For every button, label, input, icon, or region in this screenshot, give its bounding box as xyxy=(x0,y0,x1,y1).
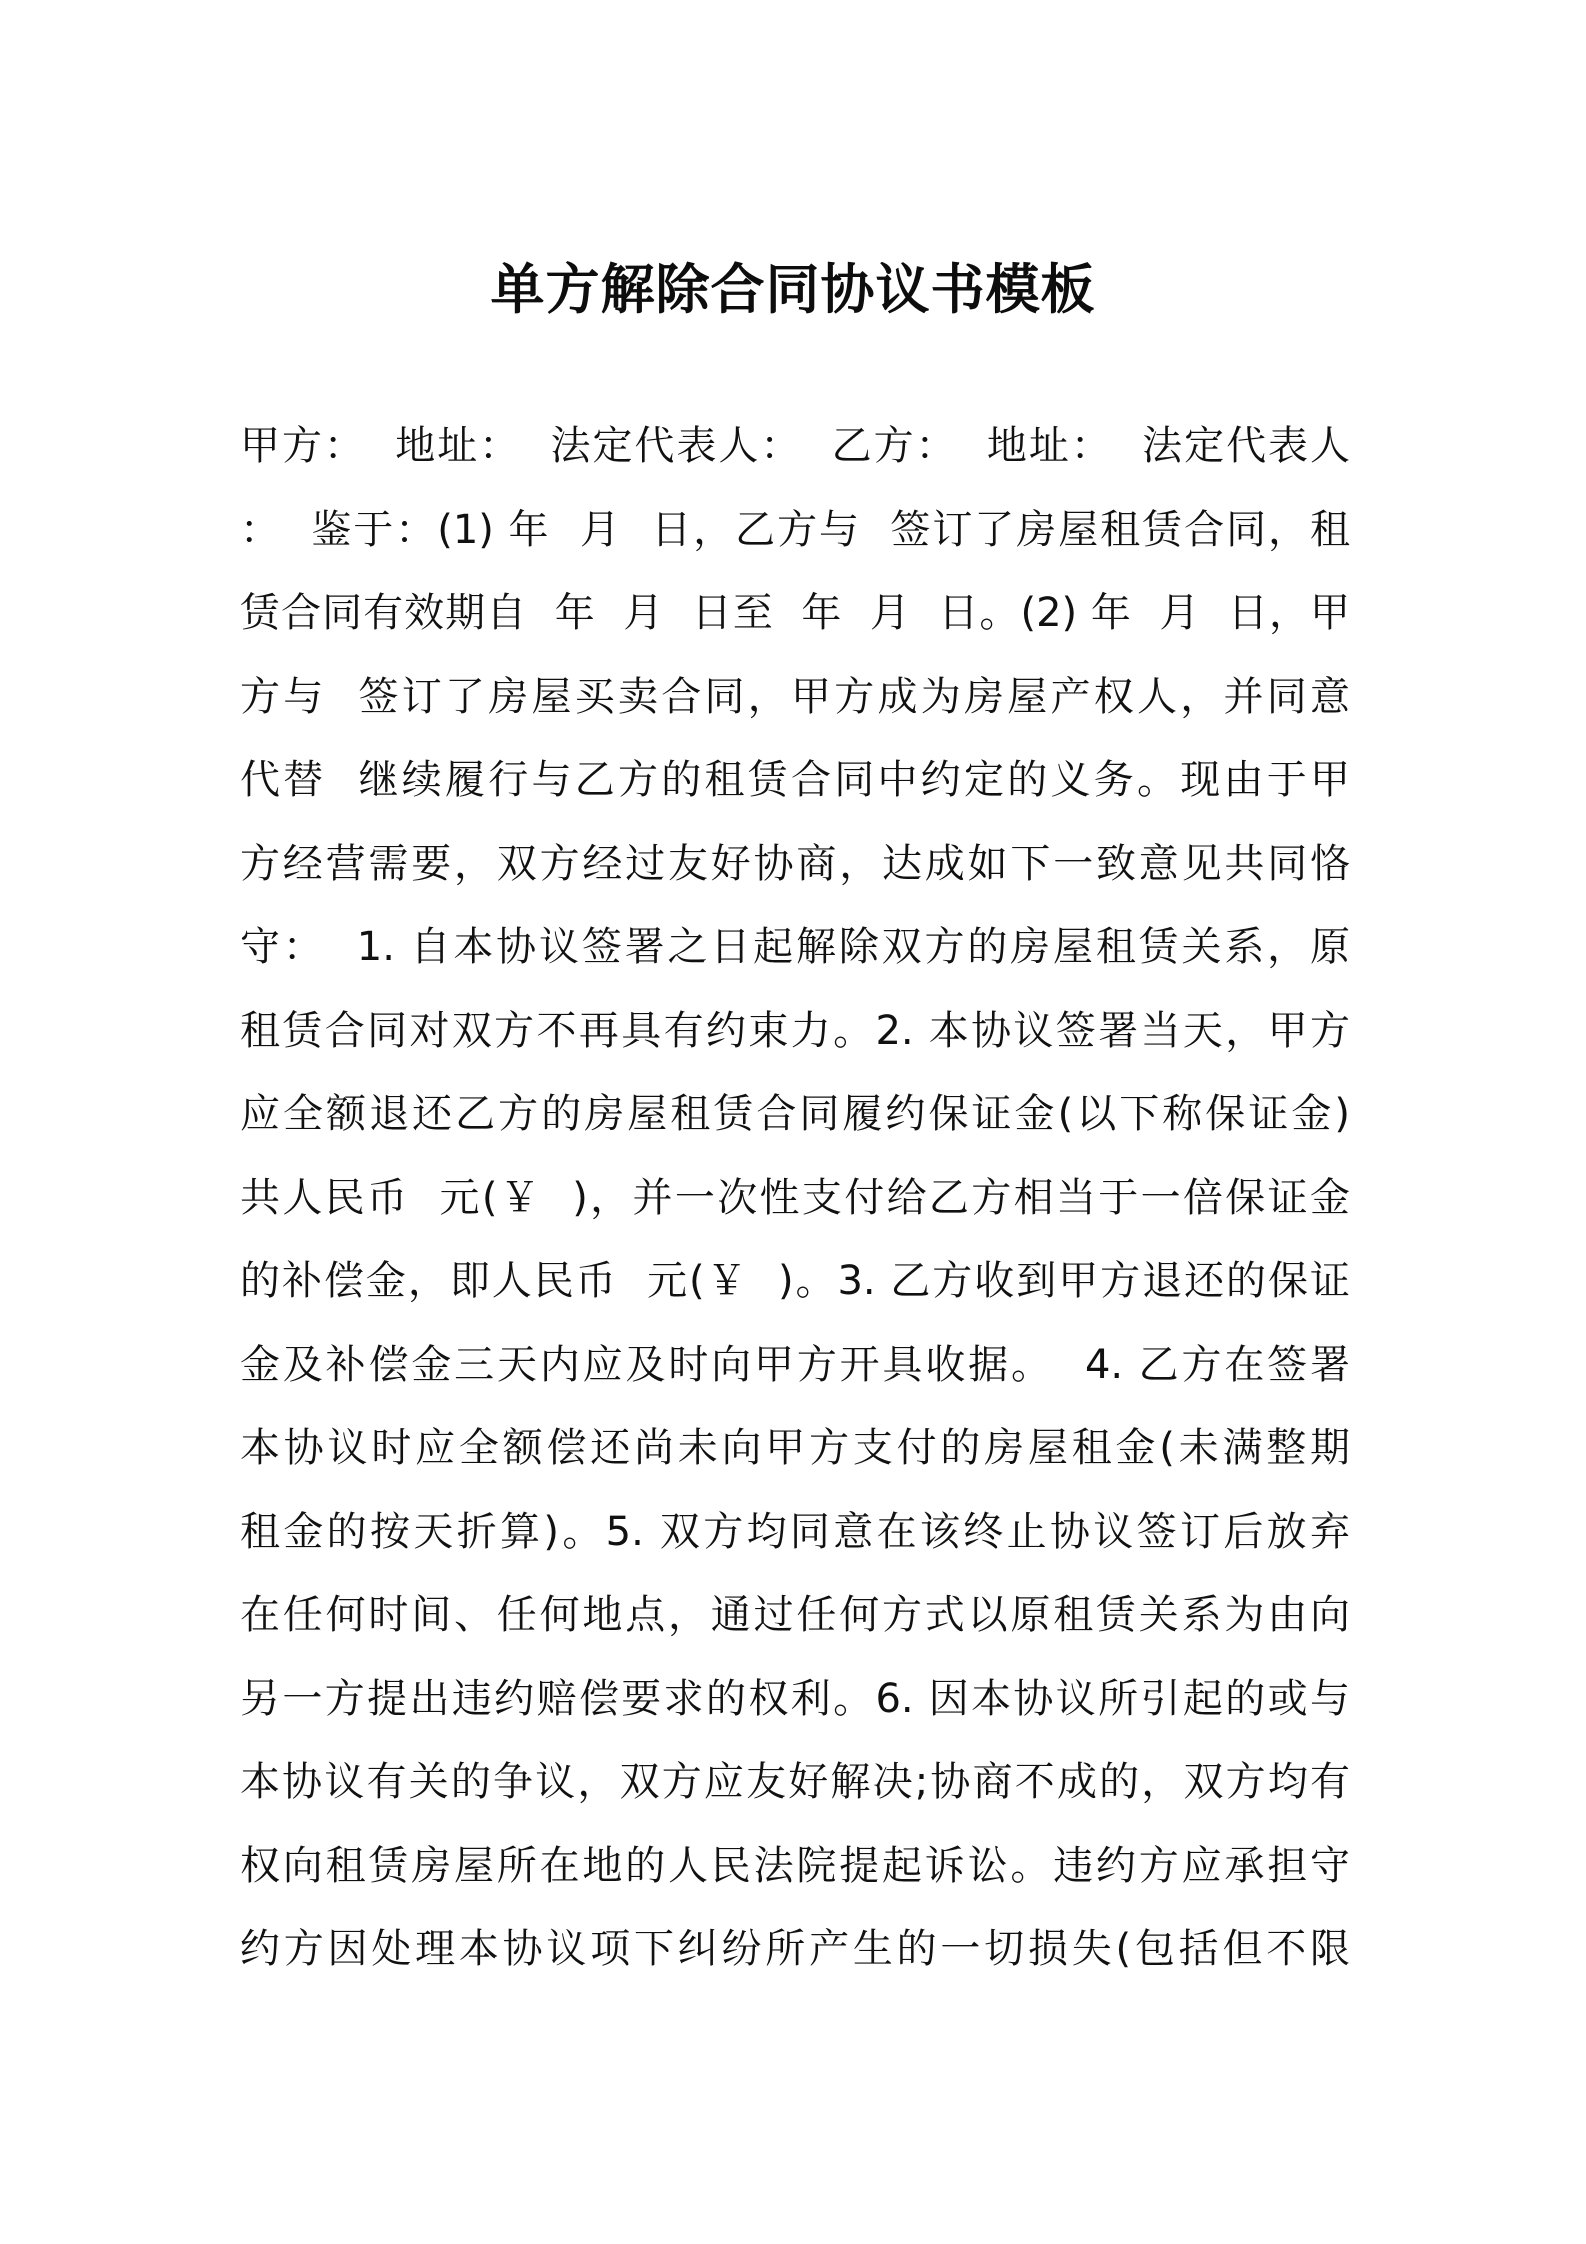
body-line: 甲方： 地址： 法定代表人： 乙方： 地址： 法定代表人 xyxy=(240,423,1350,469)
body-line: 金及补偿金三天内应及时向甲方开具收据。 4. 乙方在签署 xyxy=(240,1341,1350,1388)
body-line: 权向租赁房屋所在地的人民法院提起诉讼。违约方应承担守 xyxy=(240,1842,1350,1889)
body-line: 方与 签订了房屋买卖合同，甲方成为房屋产权人，并同意 xyxy=(240,673,1350,720)
body-line: 租金的按天折算)。5. 双方均同意在该终止协议签订后放弃 xyxy=(240,1508,1350,1555)
document-title: 单方解除合同协议书模板 xyxy=(490,258,1096,321)
body-line: 方经营需要，双方经过友好协商，达成如下一致意见共同恪 xyxy=(240,840,1350,887)
body-line: 本协议时应全额偿还尚未向甲方支付的房屋租金(未满整期 xyxy=(240,1425,1350,1471)
body-line: 本协议有关的争议，双方应友好解决;协商不成的，双方均有 xyxy=(240,1759,1350,1805)
document-body xyxy=(240,405,1350,1992)
body-line: 赁合同有效期自 年 月 日至 年 月 日。(2) 年 月 日，甲 xyxy=(240,590,1350,636)
body-line: 的补偿金，即人民币 元(￥ )。3. 乙方收到甲方退还的保证 xyxy=(240,1258,1350,1304)
body-line: 守： 1. 自本协议签署之日起解除双方的房屋租赁关系，原 xyxy=(240,924,1350,970)
body-line: 应全额退还乙方的房屋租赁合同履约保证金(以下称保证金) xyxy=(240,1091,1350,1137)
body-line: 共人民币 元(￥ )，并一次性支付给乙方相当于一倍保证金 xyxy=(240,1174,1350,1221)
body-line: 另一方提出违约赔偿要求的权利。6. 因本协议所引起的或与 xyxy=(240,1675,1350,1722)
body-line: 约方因处理本协议项下纠纷所产生的一切损失(包括但不限 xyxy=(240,1926,1350,1972)
body-line: ： 鉴于：(1) 年 月 日，乙方与 签订了房屋租赁合同，租 xyxy=(240,506,1350,553)
body-line: 在任何时间、任何地点，通过任何方式以原租赁关系为由向 xyxy=(240,1592,1350,1638)
body-line: 代替 继续履行与乙方的租赁合同中约定的义务。现由于甲 xyxy=(240,757,1350,803)
body-line: 租赁合同对双方不再具有约束力。2. 本协议签署当天，甲方 xyxy=(240,1007,1350,1054)
